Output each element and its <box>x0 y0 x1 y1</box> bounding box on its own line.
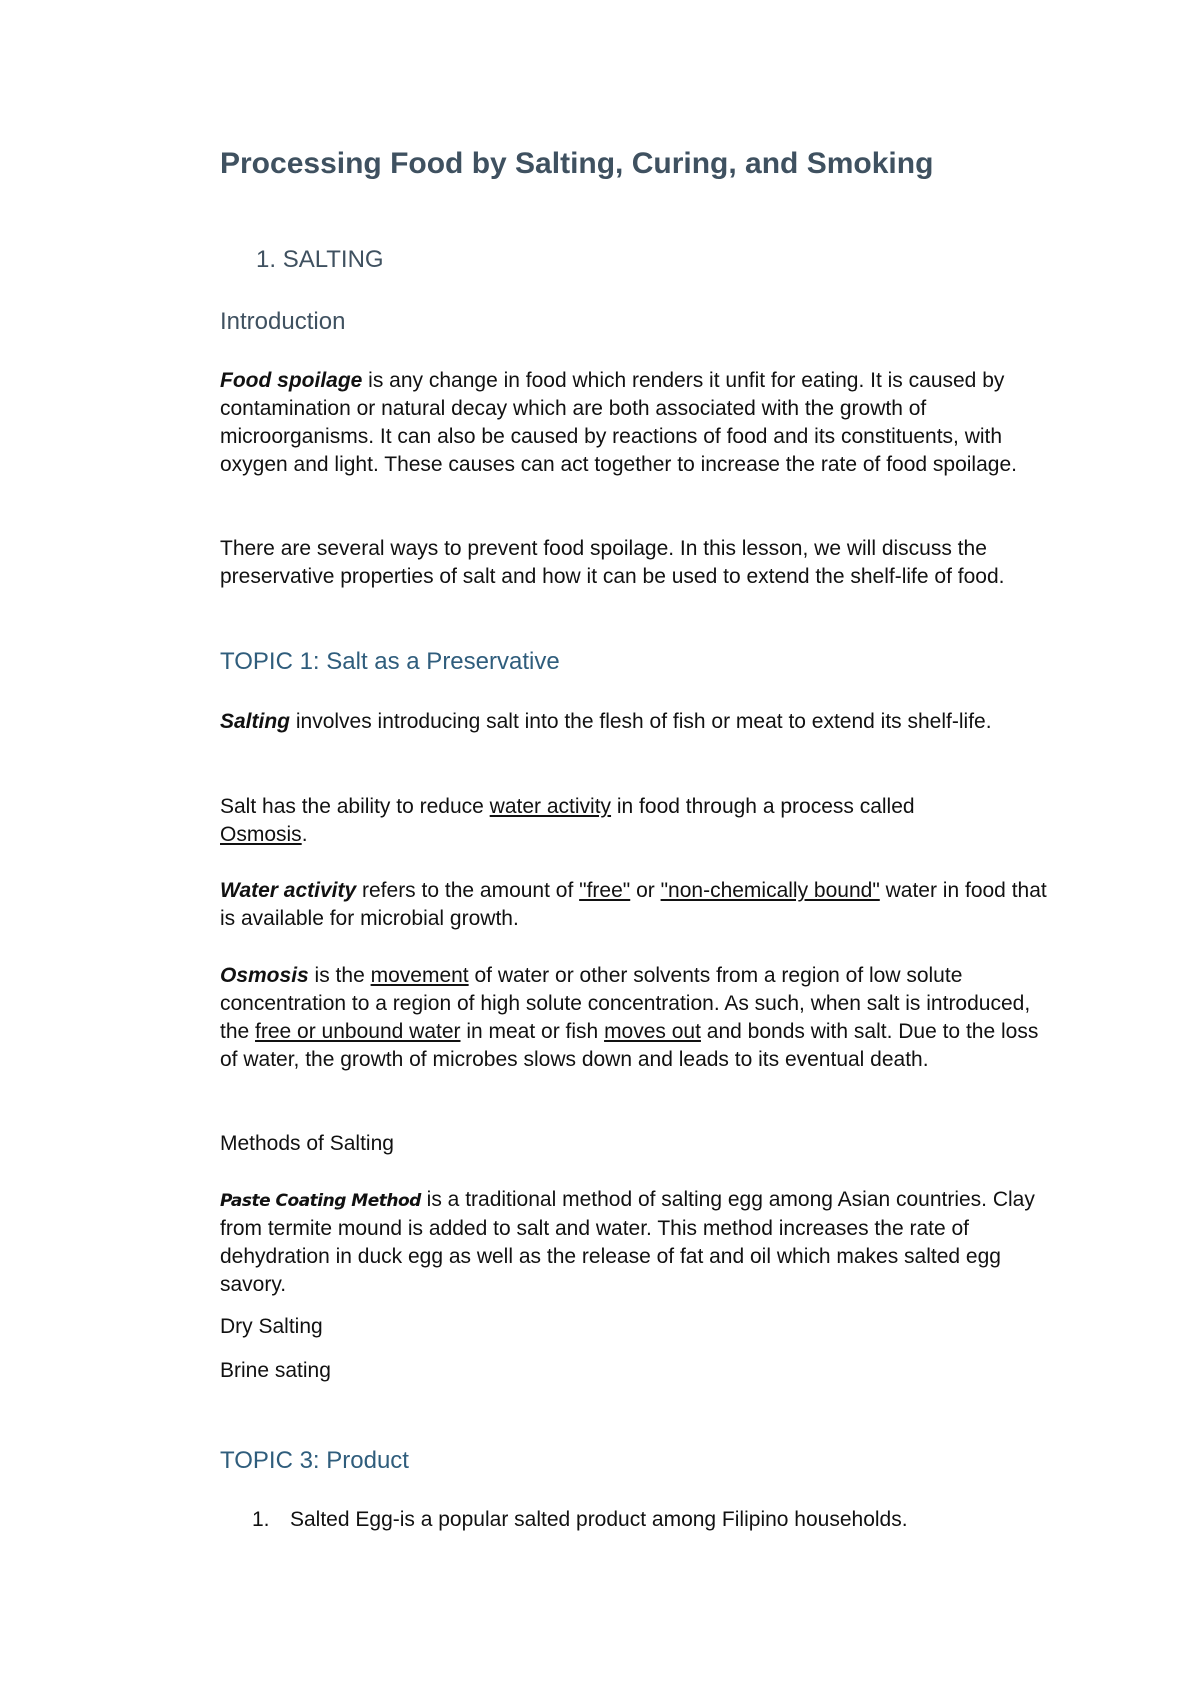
term: Food spoilage <box>220 369 363 392</box>
text: water in food that is available for microbial growth. <box>220 879 1047 930</box>
underline-free-water: free or unbound water <box>255 1020 461 1043</box>
list-number: 1. <box>252 1508 270 1531</box>
paragraph-water-activity <box>220 877 1060 933</box>
text: and bonds with salt. Due to the loss of water, the growth of microbes slows down and leads to its eventual death. <box>220 1020 1039 1071</box>
section-number: 1. <box>256 246 277 273</box>
text: in food through a process called <box>611 795 915 818</box>
text: . <box>301 823 308 846</box>
underline-movement: movement <box>370 964 469 987</box>
text: or <box>630 879 661 902</box>
methods-heading: Methods of Salting <box>220 1132 394 1155</box>
paragraph-salting <box>220 708 1060 736</box>
link-free[interactable]: "free" <box>579 879 631 902</box>
text: refers to the amount of <box>356 879 580 902</box>
paragraph-food-spoilage <box>220 367 1060 479</box>
section-label: SALTING <box>282 246 384 273</box>
text: is any change in food which renders it unfit for eating. It is caused by contamination or natural decay which are both associated with the growth of microorganisms. It can also be caused by reactions of food and its constituents, with oxygen and light. These causes can act together to increase the rate of food spoilage. <box>220 369 1017 476</box>
term: Osmosis <box>220 964 309 987</box>
text: is a traditional method of salting egg among Asian countries. Clay from termite mound is added to salt and water. This method increases the rate of dehydration in duck egg as well as the release of fat and oil which makes salted egg savory. <box>220 1188 1035 1296</box>
text: of water or other solvents from a region of low solute concentration to a region of high solute concentration. As such, when salt is introduced, the <box>220 964 1031 1043</box>
list-item <box>252 1506 1092 1534</box>
section-heading-salting <box>256 246 1096 274</box>
paragraph-prevention: There are several ways to prevent food spoilage. In this lesson, we will discuss the preservative properties of salt and how it can be used to extend the shelf-life of food. <box>220 537 1005 588</box>
method-brine-salting: Brine sating <box>220 1359 331 1382</box>
method-dry-salting: Dry Salting <box>220 1315 323 1338</box>
introduction-heading: Introduction <box>220 308 346 335</box>
link-non-chemically-bound[interactable]: "non-chemically bound" <box>660 879 880 902</box>
text: Salt has the ability to reduce <box>220 795 490 818</box>
list-text: Salted Egg-is a popular salted product among Filipino households. <box>290 1508 908 1531</box>
topic1-heading: TOPIC 1: Salt as a Preservative <box>220 648 560 675</box>
text: involves introducing salt into the flesh of fish or meat to extend its shelf-life. <box>290 710 992 733</box>
paragraph-paste-coating <box>220 1186 1060 1299</box>
topic3-heading: TOPIC 3: Product <box>220 1447 409 1474</box>
page-title: Processing Food by Salting, Curing, and Smoking <box>220 147 934 180</box>
paragraph-osmosis <box>220 962 1060 1074</box>
text: is the <box>308 964 371 987</box>
term: Water activity <box>220 879 357 902</box>
link-water-activity[interactable]: water activity <box>489 795 612 818</box>
paragraph-salt-ability <box>220 793 920 849</box>
text: in meat or fish <box>460 1020 605 1043</box>
term: Salting <box>220 710 291 733</box>
term: Paste Coating Method <box>220 1191 421 1211</box>
underline-moves-out: moves out <box>604 1020 701 1043</box>
link-osmosis[interactable]: Osmosis <box>220 823 302 846</box>
